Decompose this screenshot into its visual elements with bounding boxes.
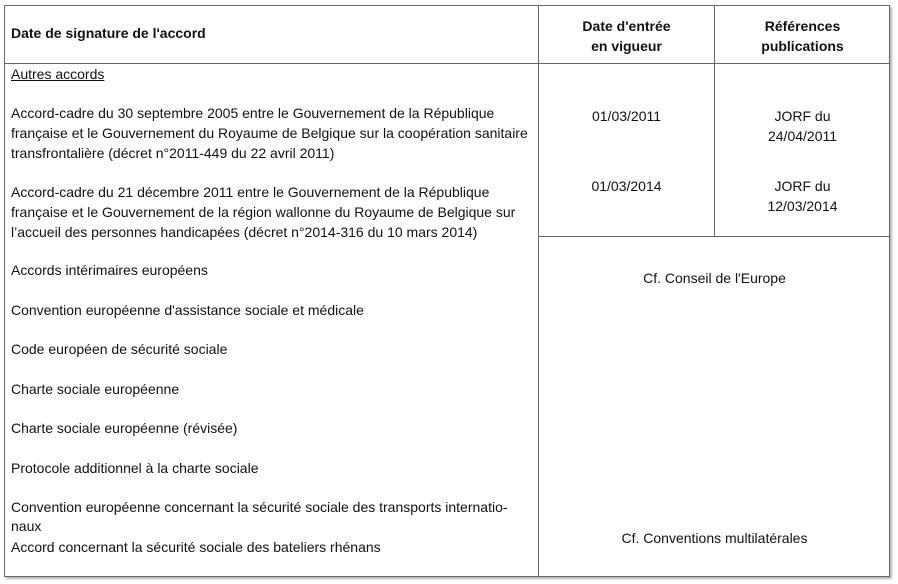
agreement-1-ref-line2: 24/04/2011: [767, 128, 838, 144]
header-entry-date-line1: Date d'entrée: [582, 18, 671, 34]
multilateral-item-1-line-2: naux: [11, 518, 42, 534]
column-divider-1: [538, 5, 539, 577]
section-title-other-agreements: Autres accords: [11, 66, 105, 82]
agreement-1-ref-line1: JORF du: [774, 108, 831, 124]
council-item: Protocole additionnel à la charte sociale: [11, 460, 259, 476]
header-signature-date: Date de signature de l'accord: [11, 25, 206, 41]
section-divider: [538, 236, 890, 237]
agreement-1-line-1: Accord-cadre du 30 septembre 2005 entre le Gouvernement de la République: [11, 105, 495, 121]
council-item: Convention européenne d'assistance sociale et médicale: [11, 302, 364, 318]
agreement-2-line-1: Accord-cadre du 21 décembre 2011 entre le Gouvernement de la République: [11, 184, 490, 200]
council-item: Code européen de sécurité sociale: [11, 341, 228, 357]
header-entry-date-line2: en vigueur: [591, 38, 662, 54]
agreement-2-entry-date: 01/03/2014: [591, 178, 662, 194]
multilateral-conventions-reference: Cf. Conventions multilatérales: [621, 530, 808, 546]
agreement-1-line-3: transfrontalière (décret n°2011-449 du 22 avril 2011): [11, 145, 335, 161]
agreement-1-entry-date: 01/03/2011: [591, 108, 662, 124]
agreement-2-ref-line1: JORF du: [774, 178, 831, 194]
multilateral-item-1-line-1: Convention européenne concernant la sécurité sociale des transports internatio-: [11, 499, 508, 515]
header-divider: [4, 63, 890, 64]
agreement-2-line-2: française et le Gouvernement de la région wallonne du Royaume de Belgique sur: [11, 204, 516, 220]
council-of-europe-reference: Cf. Conseil de l'Europe: [643, 270, 786, 286]
agreement-2-ref-line2: 12/03/2014: [767, 198, 838, 214]
council-item: Charte sociale européenne: [11, 381, 180, 397]
multilateral-item-2: Accord concernant la sécurité sociale des bateliers rhénans: [11, 539, 381, 555]
council-item: Accords intérimaires européens: [11, 262, 208, 278]
header-publications-line2: publications: [761, 38, 844, 54]
header-publications-line1: Références: [764, 18, 841, 34]
agreements-table: [4, 5, 890, 577]
council-item: Charte sociale européenne (révisée): [11, 420, 238, 436]
agreement-2-line-3: l’accueil des personnes handicapées (décret n°2014-316 du 10 mars 2014): [11, 224, 478, 240]
agreement-1-line-2: française et le Gouvernement du Royaume de Belgique sur la coopération sanitaire: [11, 125, 528, 141]
